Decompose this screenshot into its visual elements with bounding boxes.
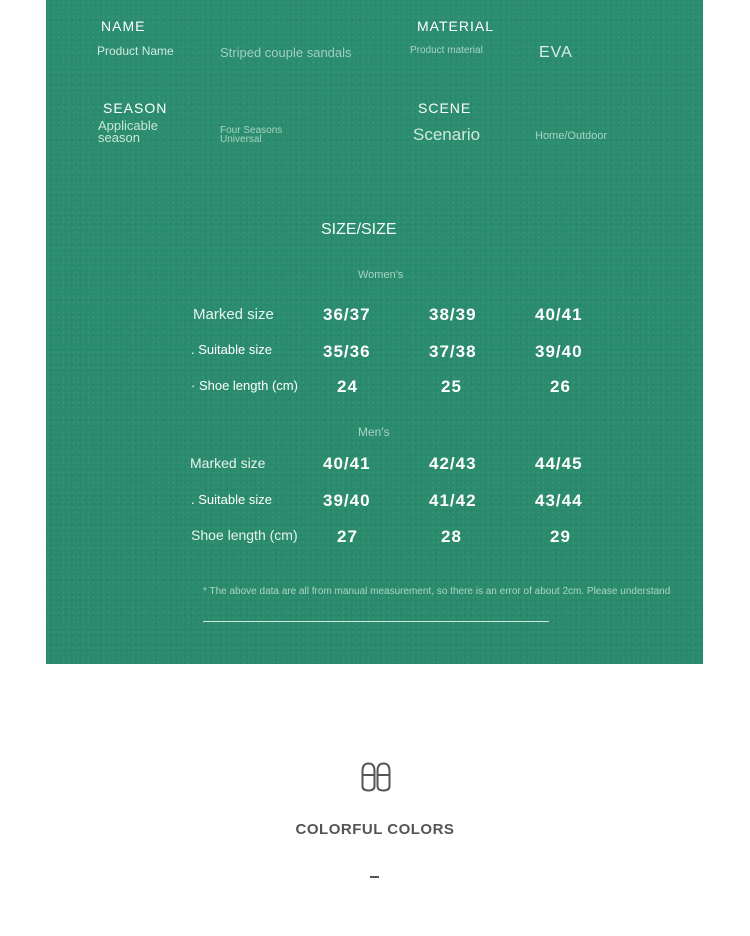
mens-label: Men's: [358, 425, 390, 439]
scene-value: Home/Outdoor: [535, 130, 608, 142]
name-label: Product Name: [97, 44, 174, 58]
title-dash: [370, 876, 379, 878]
scene-label: Scenario: [413, 125, 481, 144]
mens-marked-size: 44/45: [535, 454, 583, 473]
colorful-colors-heading: COLORFUL COLORS: [295, 821, 455, 838]
womens-marked-size: 40/41: [535, 305, 583, 324]
season-label-line1: Applicable: [98, 118, 158, 133]
season-heading: SEASON: [103, 100, 168, 116]
womens-shoe-length: 26: [550, 377, 571, 396]
material-heading: MATERIAL: [417, 18, 494, 34]
mens-row-label: Marked size: [190, 455, 266, 471]
mens-suitable-size: 41/42: [429, 491, 477, 510]
name-heading: NAME: [101, 18, 146, 34]
womens-suitable-size: 39/40: [535, 342, 583, 361]
womens-marked-size: 38/39: [429, 305, 477, 324]
sandal-icon: [360, 761, 392, 793]
womens-shoe-length: 24: [337, 377, 358, 396]
mens-shoe-length: 28: [441, 527, 462, 546]
material-label: Product material: [410, 45, 483, 56]
name-value: Striped couple sandals: [220, 45, 352, 60]
scene-heading: SCENE: [418, 100, 472, 116]
season-label-line2: season: [98, 130, 140, 145]
womens-suitable-size: 37/38: [429, 342, 477, 361]
mens-suitable-size: 43/44: [535, 491, 583, 510]
divider-line: [203, 621, 549, 622]
womens-row-label: . Suitable size: [191, 342, 272, 357]
mens-row-label: . Suitable size: [191, 492, 272, 507]
material-value: EVA: [539, 44, 573, 61]
mens-marked-size: 40/41: [323, 454, 371, 473]
measurement-note: * The above data are all from manual measurement, so there is an error of about 2cm. Please understand: [203, 586, 671, 597]
size-chart-title: SIZE/SIZE: [321, 221, 397, 238]
mens-shoe-length: 29: [550, 527, 571, 546]
mens-row-label: Shoe length (cm): [191, 527, 298, 543]
womens-suitable-size: 35/36: [323, 342, 371, 361]
season-value-line1: Four Seasons: [220, 125, 283, 136]
mens-shoe-length: 27: [337, 527, 358, 546]
womens-row-label: Marked size: [193, 306, 274, 323]
season-value-line2: Universal: [220, 134, 262, 145]
womens-marked-size: 36/37: [323, 305, 371, 324]
mens-suitable-size: 39/40: [323, 491, 371, 510]
womens-shoe-length: 25: [441, 377, 462, 396]
womens-label: Women's: [358, 269, 404, 281]
season-label: [98, 120, 158, 144]
womens-row-label: · Shoe length (cm): [191, 378, 298, 393]
season-value: [220, 126, 282, 144]
mens-marked-size: 42/43: [429, 454, 477, 473]
